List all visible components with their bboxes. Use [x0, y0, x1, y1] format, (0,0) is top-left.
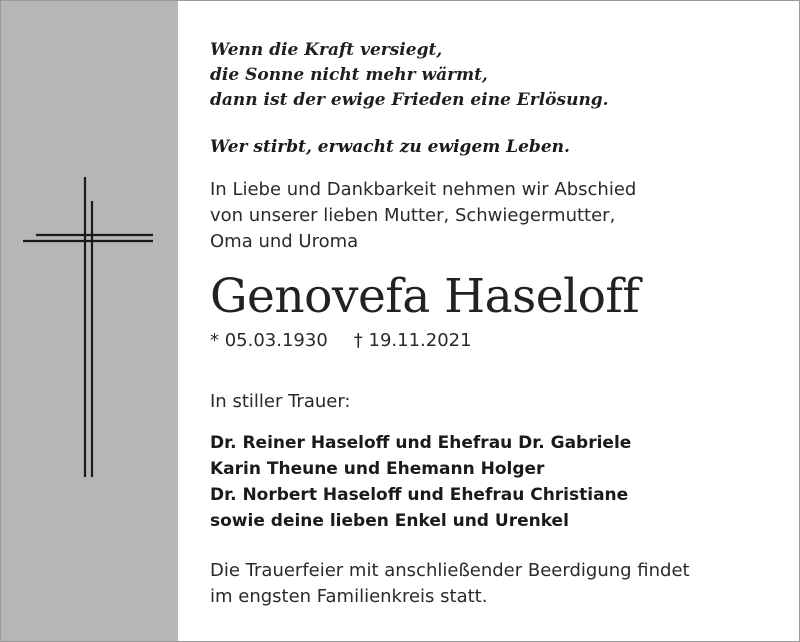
intro-line: von unserer lieben Mutter, Schwiegermutter,: [210, 205, 616, 226]
funeral-line: Die Trauerfeier mit anschließender Beerdigung findet: [210, 560, 690, 581]
mourners-list: [210, 430, 631, 534]
life-dates: [210, 328, 498, 354]
deceased-name: Genovefa Haseloff: [210, 269, 640, 324]
side-band: [1, 1, 178, 641]
motto: Wer stirbt, erwacht zu ewigem Leben.: [210, 137, 570, 157]
intro-text: [210, 177, 636, 255]
cross-icon: [21, 177, 156, 479]
verse-line: die Sonne nicht mehr wärmt,: [210, 65, 488, 85]
verse-line: dann ist der ewige Frieden eine Erlösung.: [210, 90, 609, 110]
mourner: Dr. Norbert Haseloff und Ehefrau Christiane: [210, 485, 629, 505]
intro-line: Oma und Uroma: [210, 231, 359, 252]
mourning-label: In stiller Trauer:: [210, 391, 351, 412]
intro-line: In Liebe und Dankbarkeit nehmen wir Abschied: [210, 179, 637, 200]
funeral-line: im engsten Familienkreis statt.: [210, 586, 488, 607]
mourner: sowie deine lieben Enkel und Urenkel: [210, 511, 569, 531]
verse-line: Wenn die Kraft versiegt,: [210, 40, 443, 60]
mourner: Karin Theune und Ehemann Holger: [210, 459, 545, 479]
mourner: Dr. Reiner Haseloff und Ehefrau Dr. Gabriele: [210, 433, 632, 453]
funeral-notice: [210, 558, 690, 610]
death-date: † 19.11.2021: [353, 330, 472, 351]
verse: [210, 38, 609, 113]
birth-date: * 05.03.1930: [210, 330, 328, 351]
